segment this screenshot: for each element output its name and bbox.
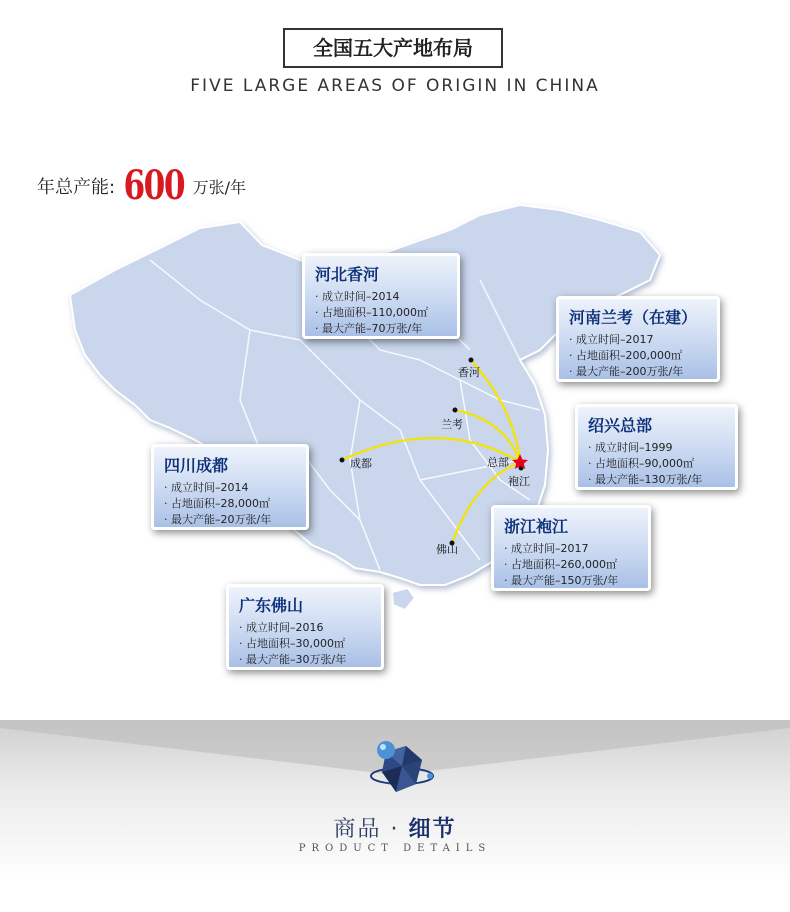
card-capacity: · 最大产能–20万张/年 [164, 513, 272, 526]
annual-capacity-unit: 万张/年 [192, 178, 246, 197]
card-area: · 占地面积–260,000㎡ [504, 558, 617, 571]
card-title: 河北香河 [315, 265, 380, 284]
card-founded: · 成立时间–2014 [315, 290, 400, 303]
city-dot-chengdu [340, 458, 345, 463]
card-title: 四川成都 [164, 456, 229, 475]
page-subtitle: FIVE LARGE AREAS OF ORIGIN IN CHINA [190, 76, 600, 96]
product-details-title-right: 细节 [408, 817, 457, 842]
card-zhejiang-paojiang [491, 505, 651, 591]
city-label-chengdu: 成都 [350, 457, 372, 470]
product-details-subtitle: PRODUCT DETAILS [298, 843, 492, 854]
card-founded: · 成立时间–2017 [569, 333, 654, 346]
card-title: 广东佛山 [239, 596, 304, 615]
city-dot-lankao [453, 408, 458, 413]
card-founded: · 成立时间–2017 [504, 542, 589, 555]
page-title: 全国五大产地布局 [283, 28, 503, 68]
card-hebei-xianghe [302, 253, 460, 339]
card-sichuan-chengdu [151, 444, 309, 530]
card-title: 浙江袍江 [504, 517, 569, 536]
hainan-island [392, 588, 415, 610]
card-area: · 占地面积–110,000㎡ [315, 306, 428, 319]
card-capacity: · 最大产能–150万张/年 [504, 574, 619, 587]
card-capacity: · 最大产能–200万张/年 [569, 365, 684, 378]
gem-logo-icon [366, 732, 438, 802]
card-title: 河南兰考（在建） [569, 308, 698, 327]
city-label-foshan: 佛山 [436, 543, 458, 556]
city-label-hq: 总部 [487, 456, 509, 469]
city-label-lankao: 兰考 [441, 418, 463, 431]
product-details-title-left: 商品 · [333, 817, 409, 842]
card-founded: · 成立时间–2014 [164, 481, 249, 494]
card-henan-lankao [556, 296, 720, 382]
card-founded: · 成立时间–1999 [588, 441, 673, 454]
product-details-title [0, 812, 790, 843]
annual-capacity-label: 年总产能: [37, 177, 116, 198]
city-label-xianghe: 香河 [458, 366, 480, 379]
card-guangdong-foshan [226, 584, 384, 670]
card-capacity: · 最大产能–30万张/年 [239, 653, 347, 666]
card-area: · 占地面积–28,000㎡ [164, 497, 270, 510]
city-label-paojiang: 袍江 [508, 475, 530, 488]
card-title: 绍兴总部 [588, 416, 653, 435]
card-area: · 占地面积–30,000㎡ [239, 637, 345, 650]
city-dot-xianghe [469, 358, 474, 363]
card-area: · 占地面积–200,000㎡ [569, 349, 682, 362]
annual-capacity-value: 600 [123, 162, 185, 209]
card-founded: · 成立时间–2016 [239, 621, 324, 634]
card-capacity: · 最大产能–130万张/年 [588, 473, 703, 486]
card-area: · 占地面积–90,000㎡ [588, 457, 694, 470]
card-capacity: · 最大产能–70万张/年 [315, 322, 423, 335]
card-shaoxing-hq [575, 404, 738, 490]
